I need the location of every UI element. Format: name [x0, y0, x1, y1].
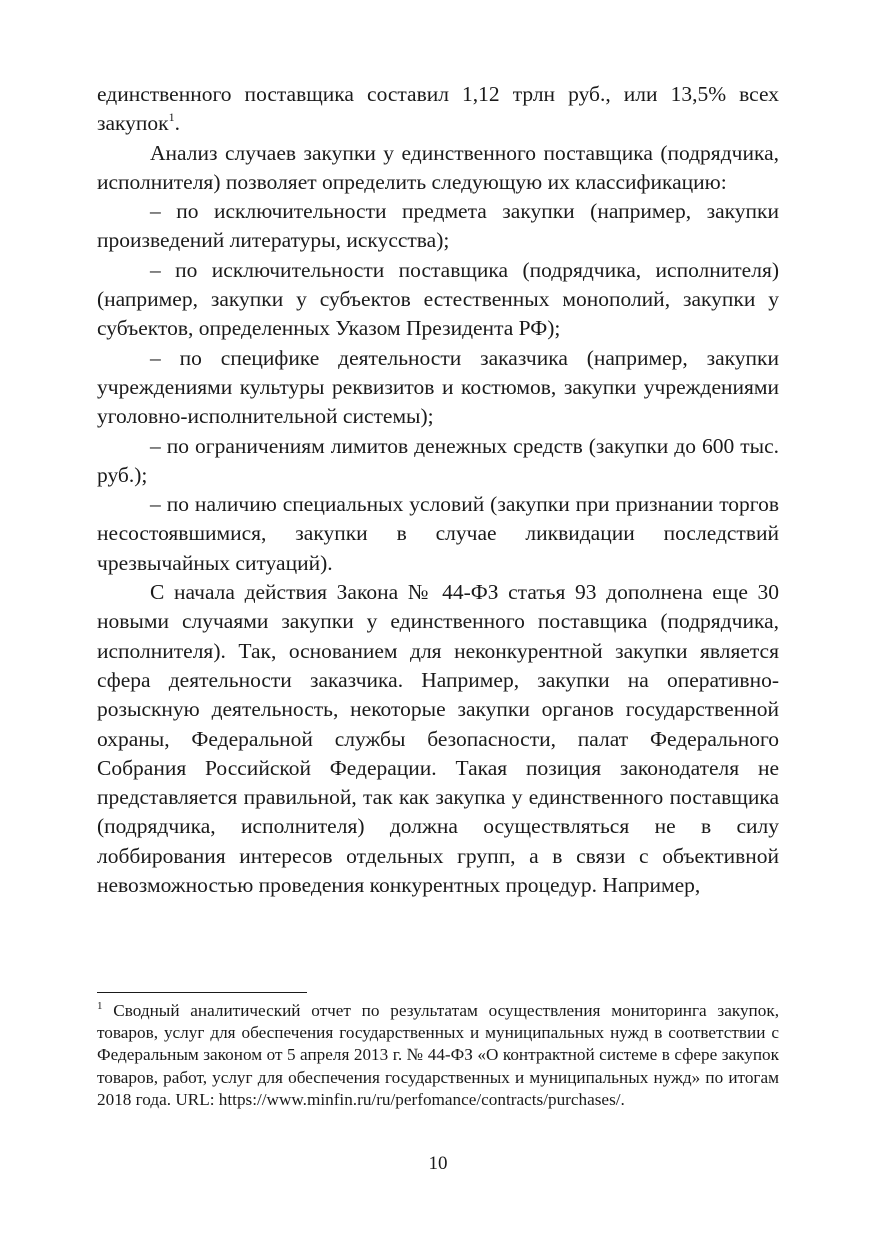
footnote: [97, 1000, 779, 1111]
list-item-customer: – по специфике деятельности заказчика (например, закупки учреждениями культуры реквизитов и костюмов, закупки учреждениями уголовно-исполнительной системы);: [97, 345, 779, 429]
footnote-marker: 1: [97, 1000, 103, 1012]
list-item-supplier: – по исключительности поставщика (подрядчика, исполнителя) (например, закупки у субъектов естественных монополий, закупки у субъектов, определенных Указом Президента РФ);: [97, 257, 779, 341]
paragraph-law-amendments: С начала действия Закона № 44-ФЗ статья 93 дополнена еще 30 новыми случаями закупки у единственного поставщика (подрядчика, исполнителя). Так, основанием для неконкурентной закупки является сфера деятельности заказчика. Например, закупки на оперативно-розыскную деятельность, некоторые закупки органов государственной охраны, Федеральной службы безопасности, палат Федерального Собрания Российской Федерации. Такая позиция законодателя не представляется правильной, так как закупка у единственного поставщика (подрядчика, исполнителя) должна осуществляться не в силу лоббирования интересов отдельных групп, а в связи с объективной невозможностью проведения конкурентных процедур. Например,: [97, 580, 779, 898]
paragraph-tail: .: [174, 111, 181, 136]
paragraph-classification-intro: Анализ случаев закупки у единственного поставщика (подрядчика, исполнителя) позволяет определить следующую их классификацию:: [97, 140, 779, 194]
page-number: 10: [428, 1153, 448, 1174]
paragraph-text: единственного поставщика составил 1,12 трлн руб., или 13,5% всех закупок: [97, 82, 779, 136]
list-item-limits: – по ограничениям лимитов денежных средств (закупки до 600 тыс. руб.);: [97, 433, 779, 487]
list-item-subject: – по исключительности предмета закупки (например, закупки произведений литературы, искусства);: [97, 199, 779, 253]
page-body: [97, 80, 779, 900]
paragraph-continuation: [97, 80, 779, 139]
footnote-text: Сводный аналитический отчет по результатам осуществления мониторинга закупок, товаров, услуг для обеспечения государственных и муниципальных нужд в соответствии с Федеральным законом от 5 апреля 2013 г. № 44-ФЗ «О контрактной системе в сфере закупок товаров, работ, услуг для обеспечения государственных и муниципальных нужд» по итогам 2018 года. URL: https://www.minfin.ru/ru/perfomance/contracts/purchases/.: [97, 1001, 779, 1109]
list-item-special-conditions: – по наличию специальных условий (закупки при признании торгов несостоявшимися, закупки в случае ликвидации последствий чрезвычайных ситуаций).: [97, 492, 779, 575]
footnote-reference[interactable]: 1: [168, 110, 175, 125]
footnote-divider: [97, 992, 307, 993]
